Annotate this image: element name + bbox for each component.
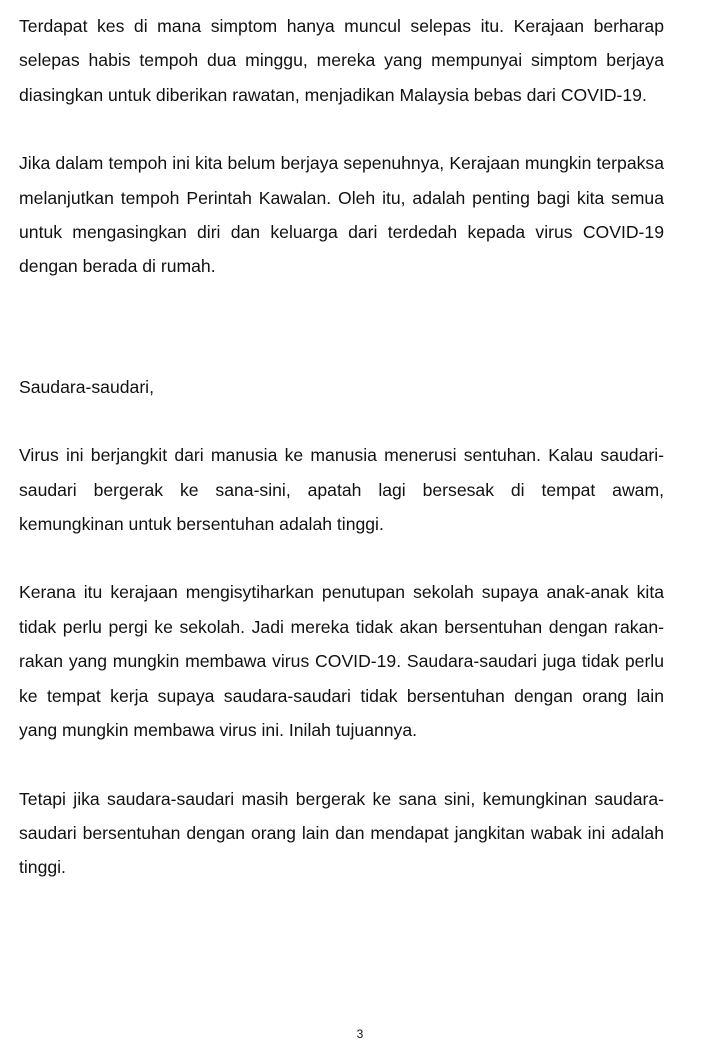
paragraph-transmission: Virus ini berjangkit dari manusia ke manusia menerusi sentuhan. Kalau saudari-saudari bergerak ke sana-sini, apatah lagi bersesak di tempat awam, kemungkinan untuk bersentuhan adalah tinggi.	[19, 445, 664, 535]
page-number: 3	[356, 1027, 364, 1041]
salutation: Saudara-saudari,	[19, 376, 154, 397]
document-page	[19, 9, 664, 885]
paragraph-extension-warning: Jika dalam tempoh ini kita belum berjaya sepenuhnya, Kerajaan mungkin terpaksa melanjutkan tempoh Perintah Kawalan. Oleh itu, adalah penting bagi kita semua untuk mengasingkan diri dan keluarga dari terdedah kepada virus COVID-19 dengan berada di rumah.	[19, 153, 664, 277]
paragraph-school-closure: Kerana itu kerajaan mengisytiharkan penutupan sekolah supaya anak-anak kita tidak perlu pergi ke sekolah. Jadi mereka tidak akan bersentuhan dengan rakan-rakan yang mungkin membawa virus COVID-19. Saudara-saudari juga tidak perlu ke tempat kerja supaya saudara-saudari tidak bersentuhan dengan orang lain yang mungkin membawa virus ini. Inilah tujuannya.	[19, 582, 664, 741]
paragraph-symptoms: Terdapat kes di mana simptom hanya muncul selepas itu. Kerajaan berharap selepas habis tempoh dua minggu, mereka yang mempunyai simptom berjaya diasingkan untuk diberikan rawatan, menjadikan Malaysia bebas dari COVID-19.	[19, 16, 664, 105]
paragraph-movement-risk: Tetapi jika saudara-saudari masih bergerak ke sana sini, kemungkinan saudara-saudari bersentuhan dengan orang lain dan mendapat jangkitan wabak ini adalah tinggi.	[19, 788, 664, 878]
